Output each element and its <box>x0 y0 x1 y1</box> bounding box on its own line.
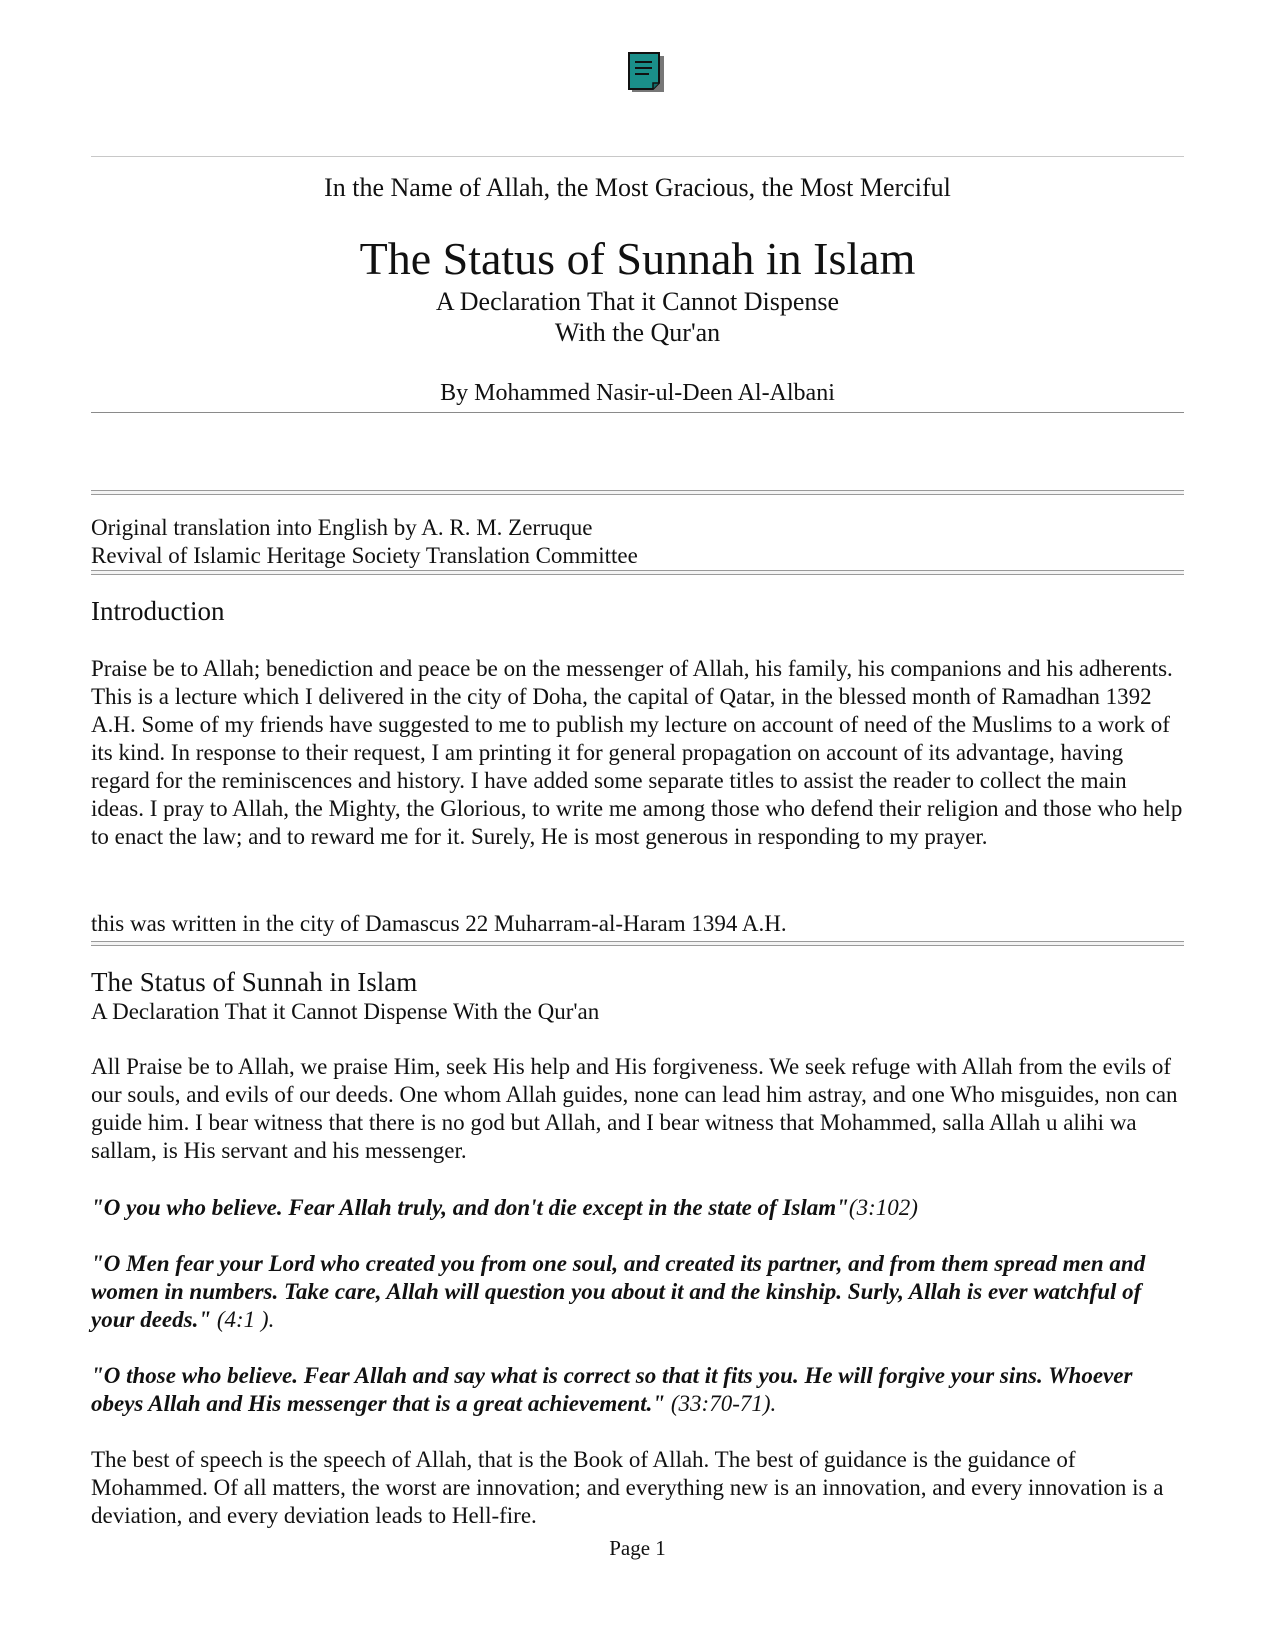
verse-quote <box>91 1194 1184 1222</box>
section-title: The Status of Sunnah in Islam <box>91 967 418 997</box>
introduction-paragraph: Praise be to Allah; benediction and peace be on the messenger of Allah, his family, his companions and his adherents. This is a lecture which I delivered in the city of Doha, the capital of Qatar, in the blessed month of Ramadhan 1392 A.H. Some of my friends have suggested to me to publish my lecture on account of need of the Muslims to a work of its kind. In response to their request, I am printing it for general propagation on account of its advantage, having regard for the reminiscences and history. I have added some separate titles to assist the reader to collect the main ideas. I pray to Allah, the Mighty, the Glorious, to write me among those who defend their religion and those who help to enact the law; and to reward me for it. Surely, He is most generous in responding to my prayer. <box>91 656 1183 849</box>
bismillah-line: In the Name of Allah, the Most Gracious, the Most Merciful <box>324 173 951 202</box>
verse-text: "O you who believe. Fear Allah truly, and don't die except in the state of Islam" <box>91 1195 849 1220</box>
subtitle-line-1: A Declaration That it Cannot Dispense <box>435 287 840 316</box>
credits-translator: Original translation into English by A. R. M. Zerruque <box>91 515 593 540</box>
verse-reference: (3:102) <box>848 1195 918 1220</box>
verse-text: "O those who believe. Fear Allah and say what is correct so that it fits you. He will forgive your sins. Whoever obeys Allah and His messenger that is a great achievement." <box>91 1363 1133 1416</box>
verse-quote <box>91 1250 1184 1334</box>
praise-paragraph: All Praise be to Allah, we praise Him, seek His help and His forgiveness. We seek refuge with Allah from the evils of our souls, and evils of our deeds. One whom Allah guides, none can lead him astray, and one Who misguides, non can guide him. I bear witness that there is no god but Allah, and I bear witness that Mohammed, salla Allah u alihi wa sallam, is His servant and his messenger. <box>91 1054 1178 1163</box>
document-icon <box>628 52 666 94</box>
verse-reference: (4:1 ). <box>211 1307 275 1332</box>
section-divider <box>91 941 1184 946</box>
translation-credits <box>91 514 1184 570</box>
author-line: By Mohammed Nasir-ul-Deen Al-Albani <box>440 380 835 406</box>
best-speech-paragraph: The best of speech is the speech of Allah, that is the Book of Allah. The best of guidance is the guidance of Mohammed. Of all matters, the worst are innovation; and everything new is an innovation, and every innovation is a deviation, and every deviation leads to Hell-fire. <box>91 1447 1164 1528</box>
section-subtitle: A Declaration That it Cannot Dispense With the Qur'an <box>91 999 600 1024</box>
verse-reference: (33:70-71). <box>665 1391 777 1416</box>
introduction-date-line: this was written in the city of Damascus 22 Muharram-al-Haram 1394 A.H. <box>91 911 787 936</box>
header-divider <box>91 156 1184 157</box>
verse-quote <box>91 1362 1184 1418</box>
document-subtitle <box>91 286 1184 348</box>
subtitle-line-2: With the Qur'an <box>554 318 721 347</box>
verse-text: "O Men fear your Lord who created you from one soul, and created its partner, and from them spread men and women in numbers. Take care, Allah will question you about it and the kinship. Surly, Allah is ever watchful of your deeds." <box>91 1251 1146 1332</box>
document-title: The Status of Sunnah in Islam <box>359 233 916 284</box>
introduction-heading: Introduction <box>91 596 225 626</box>
credits-divider-top <box>91 490 1184 495</box>
title-divider <box>91 412 1184 413</box>
credits-divider-bottom <box>91 570 1184 575</box>
page-number: Page 1 <box>609 1536 666 1560</box>
credits-committee: Revival of Islamic Heritage Society Translation Committee <box>91 543 638 568</box>
